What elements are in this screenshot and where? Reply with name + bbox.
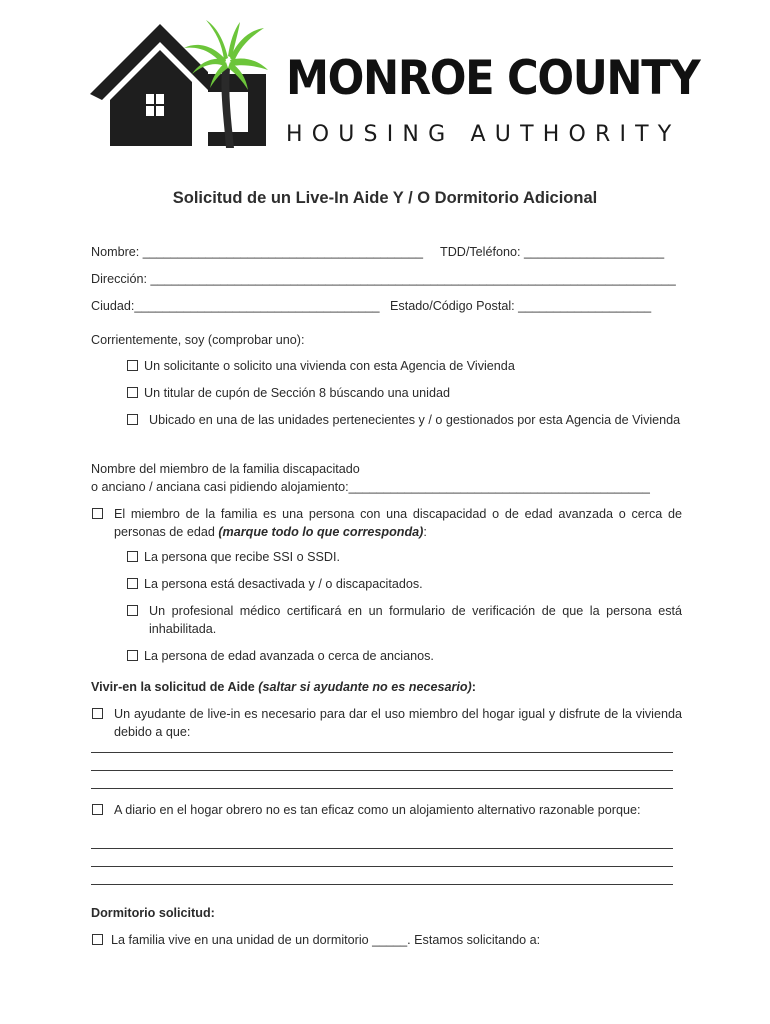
address-field[interactable]: Dirección: ___________________________________________________________________________ (91, 272, 676, 286)
status-option-resident[interactable] (127, 411, 682, 429)
aide-heading (91, 678, 476, 696)
disability-emphasis: (marque todo lo que corresponda) (218, 525, 424, 539)
aide-option-needed[interactable] (92, 705, 682, 741)
phone-field[interactable]: TDD/Teléfono: ____________________ (440, 245, 665, 259)
checkbox[interactable] (127, 578, 138, 589)
aide-option-alternative[interactable] (92, 801, 682, 819)
status-option-label: Un titular de cupón de Sección 8 búscando una unidad (144, 386, 450, 400)
checkbox[interactable] (127, 551, 138, 562)
checkbox[interactable] (127, 650, 138, 661)
checkbox[interactable] (92, 934, 103, 945)
checkbox[interactable] (92, 804, 103, 815)
answer-line[interactable] (91, 866, 673, 867)
aide-heading-emphasis: (saltar si ayudante no es necesario) (258, 680, 472, 694)
answer-line[interactable] (91, 884, 673, 885)
city-field[interactable]: Ciudad:___________________________________ (91, 299, 380, 313)
disability-option-label: La persona está desactivada y / o discapacitados. (144, 577, 423, 591)
status-option-voucher[interactable] (127, 384, 450, 402)
answer-line[interactable] (91, 770, 673, 771)
answer-line[interactable] (91, 848, 673, 849)
checkbox[interactable] (127, 605, 138, 616)
name-field[interactable]: Nombre: ________________________________________ (91, 245, 423, 259)
disability-option-disabled[interactable] (127, 575, 423, 593)
aide-option-label: A diario en el hogar obrero no es tan eficaz como un alojamiento alternativo razonable porque: (114, 803, 641, 817)
bedroom-option-label: La familia vive en una unidad de un dormitorio _____. Estamos solicitando a: (111, 933, 541, 947)
disability-option-label: Un profesional médico certificará en un formulario de verificación de que la persona está inhabilitada. (149, 604, 682, 636)
checkbox[interactable] (92, 708, 103, 719)
disability-option-label: La persona que recibe SSI o SSDI. (144, 550, 341, 564)
status-option-applicant[interactable] (127, 357, 515, 375)
housing-authority-logo-icon (88, 16, 274, 152)
bedroom-option[interactable] (92, 931, 540, 949)
answer-line[interactable] (91, 788, 673, 789)
aide-option-label: Un ayudante de live-in es necesario para dar el uso miembro del hogar igual y disfrute de la vivienda debido a que: (114, 707, 682, 739)
bedroom-heading: Dormitorio solicitud: (91, 906, 215, 920)
disability-option-label: La persona de edad avanzada o cerca de ancianos. (144, 649, 434, 663)
answer-line[interactable] (91, 752, 673, 753)
disability-option-ssi[interactable] (127, 548, 340, 566)
status-option-label: Un solicitante o solicito una vivienda con esta Agencia de Vivienda (144, 359, 515, 373)
checkbox[interactable] (92, 508, 103, 519)
state-zip-field[interactable]: Estado/Código Postal: ___________________ (390, 299, 652, 313)
org-name: MONROE COUNTY (286, 51, 700, 106)
disability-option-elderly[interactable] (127, 647, 434, 665)
document-title: Solicitud de un Live-In Aide Y / O Dormitorio Adicional (172, 189, 598, 207)
checkbox[interactable] (127, 387, 138, 398)
checkbox[interactable] (127, 414, 138, 425)
checkbox[interactable] (127, 360, 138, 371)
org-subtitle: HOUSING AUTHORITY (286, 122, 681, 147)
member-name-field[interactable]: o anciano / anciana casi pidiendo alojamiento:___________________________________________ (91, 480, 650, 494)
status-intro: Corrientemente, soy (comprobar uno): (91, 333, 305, 347)
aide-heading-text: Vivir-en la solicitud de Aide (91, 680, 255, 694)
disability-option-medical[interactable] (127, 602, 682, 638)
disability-text: El miembro de la familia es una persona con una discapacidad o de edad avanzada o cerca de personas de edad (114, 507, 682, 539)
member-label: Nombre del miembro de la familia discapacitado (91, 462, 360, 476)
status-option-label: Ubicado en una de las unidades pertenecientes y / o gestionados por esta Agencia de Vivienda (149, 413, 681, 427)
disability-suffix: : (423, 525, 427, 539)
aide-heading-suffix: : (471, 680, 476, 694)
disability-checkbox-item[interactable] (92, 505, 682, 541)
